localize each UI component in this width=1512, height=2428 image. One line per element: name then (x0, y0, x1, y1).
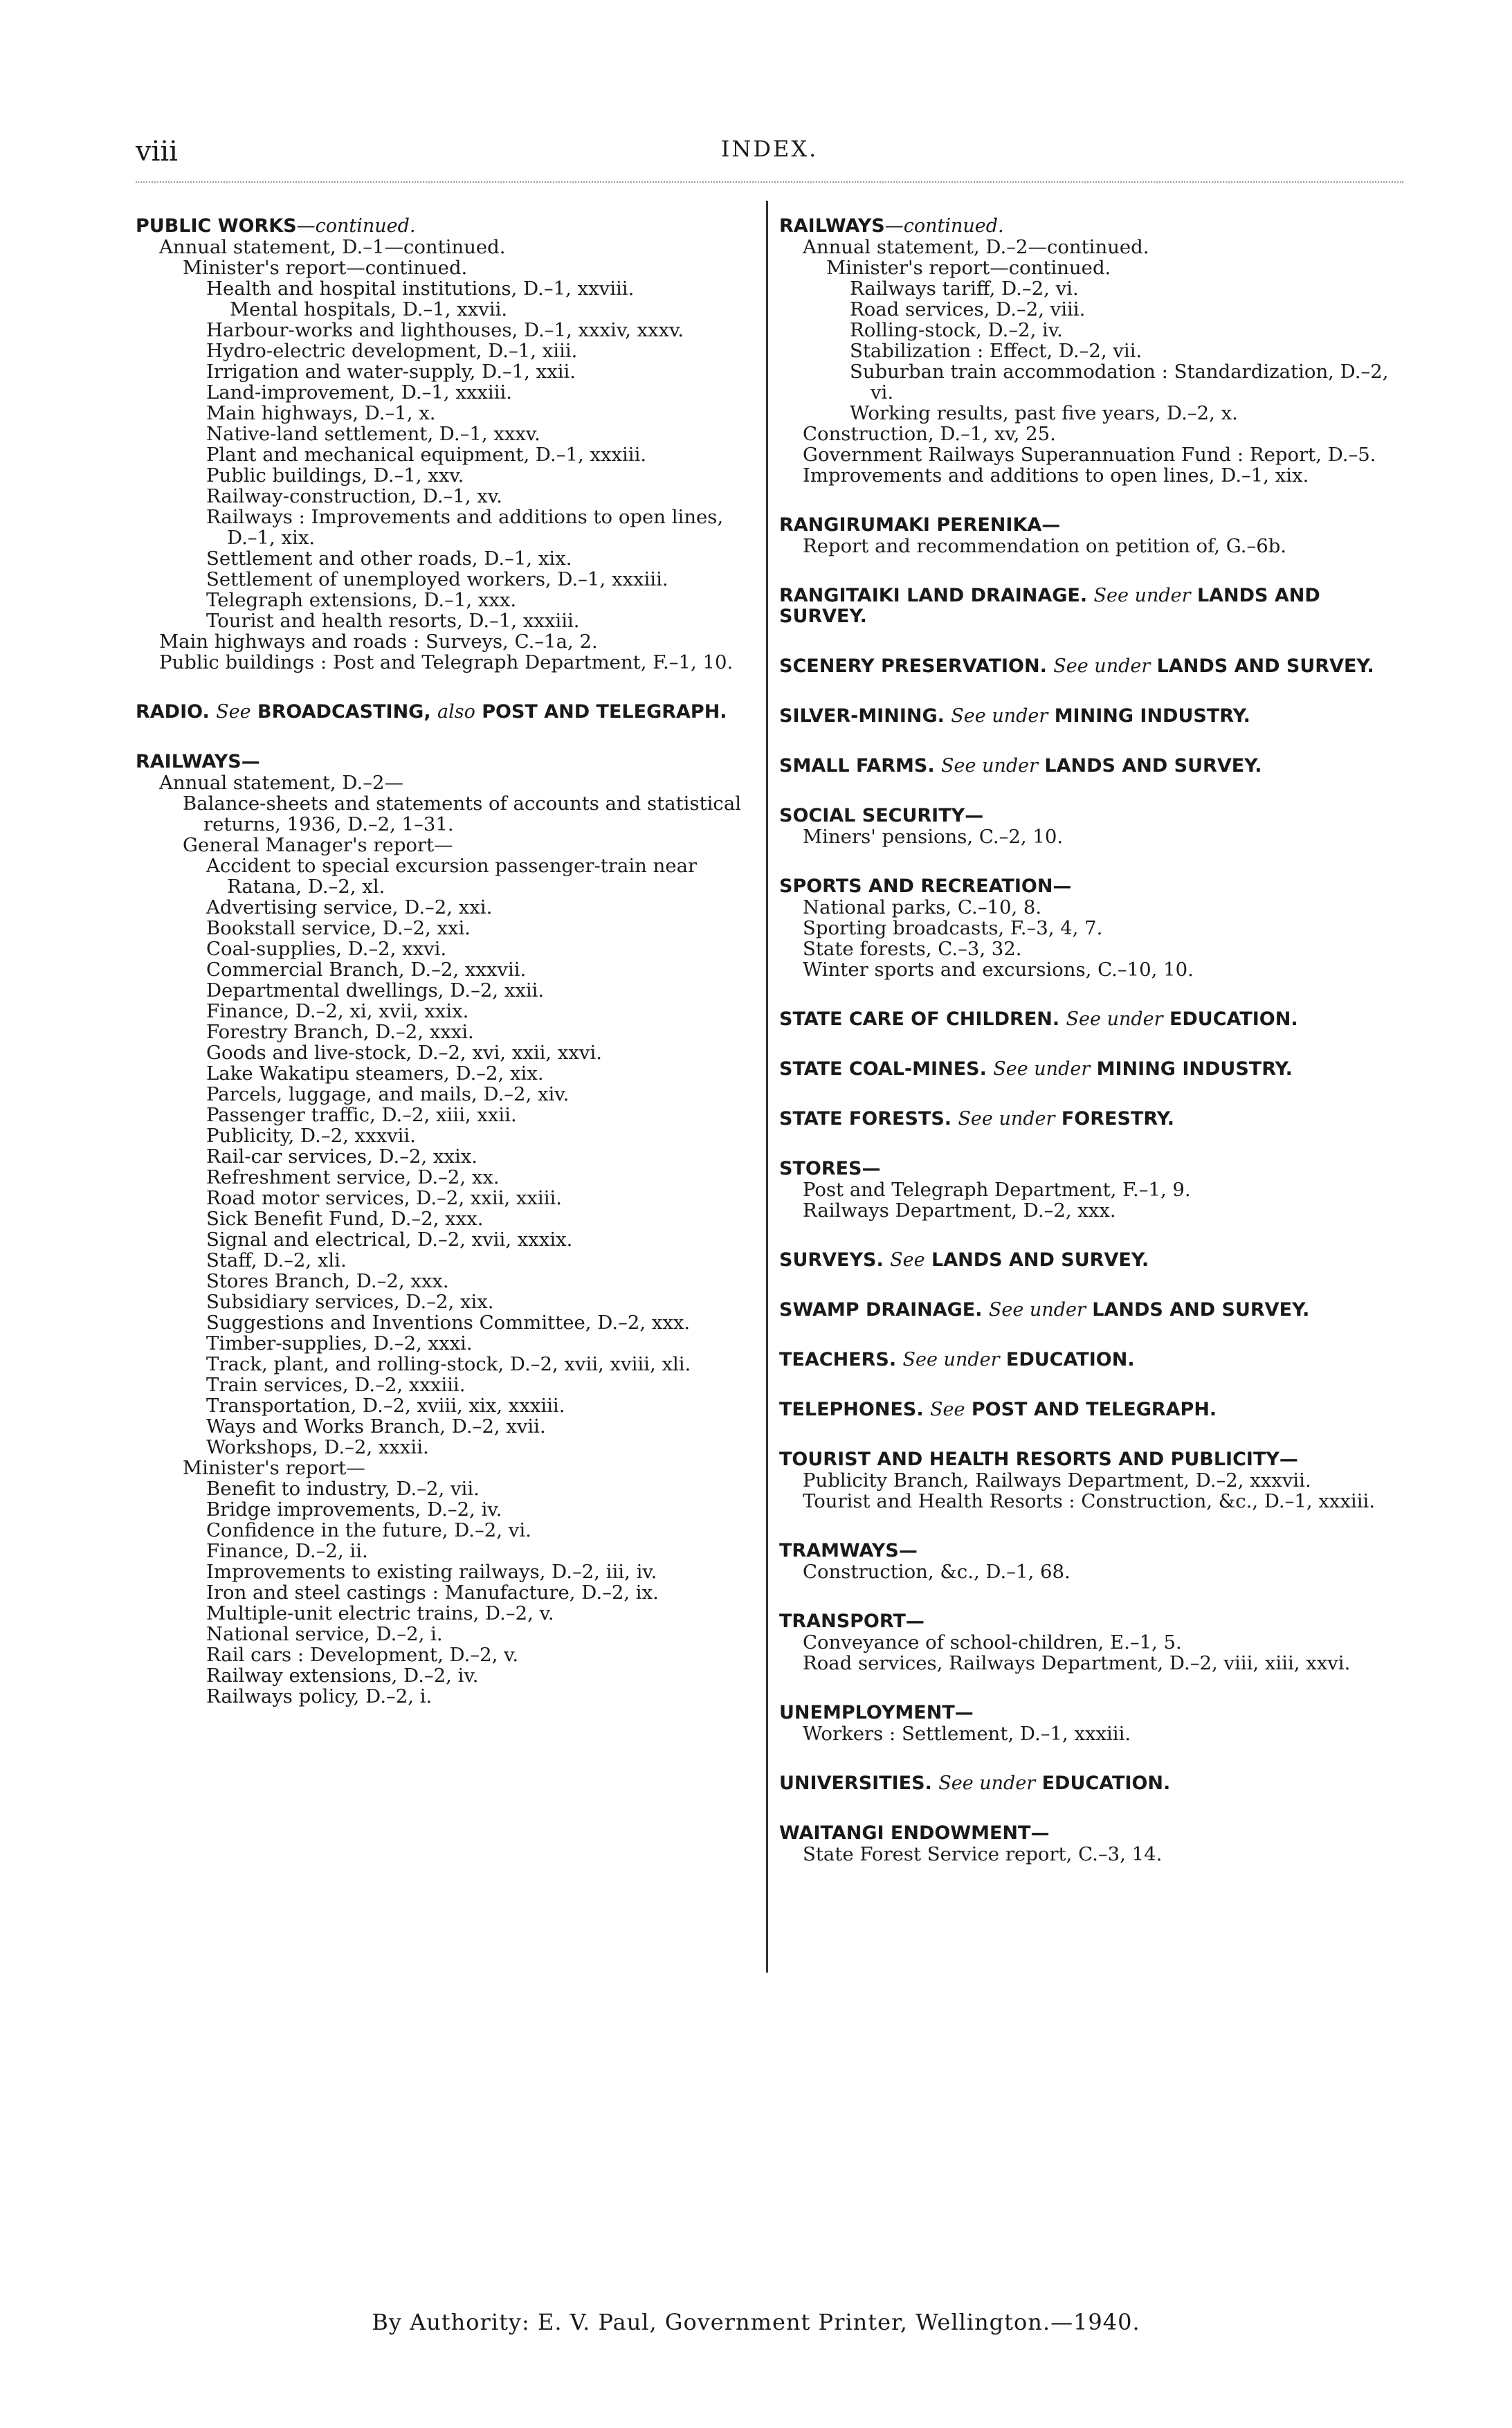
section-heading: TEACHERS. See under EDUCATION. (779, 1349, 1135, 1370)
index-entry: Winter sports and excursions, C.–10, 10. (803, 959, 1194, 981)
railways-entries (136, 772, 752, 1707)
index-entry: Passenger traffic, D.–2, xiii, xxii. (206, 1104, 517, 1126)
index-entry: Harbour-works and lighthouses, D.–1, xxxiv, xxxv. (206, 319, 684, 341)
index-entry: Finance, D.–2, ii. (206, 1540, 368, 1562)
index-entry: Construction, &c., D.–1, 68. (803, 1561, 1071, 1583)
printer-imprint: By Authority: E. V. Paul, Government Printer, Wellington.—1940. (372, 2309, 1140, 2335)
index-entry: Departmental dwellings, D.–2, xxii. (206, 979, 545, 1002)
index-entry: Railway-construction, D.–1, xv. (206, 485, 502, 507)
index-entry: Rail cars : Development, D.–2, v. (206, 1644, 519, 1666)
index-entry: Settlement and other roads, D.–1, xix. (206, 547, 572, 570)
page-number: viii (136, 136, 178, 167)
index-entry: Minister's report—continued. (183, 257, 468, 279)
section-heading: PUBLIC WORKS—continued. (136, 215, 416, 237)
index-entry: Workers : Settlement, D.–1, xxxiii. (803, 1723, 1131, 1745)
index-entry: Improvements and additions to open lines, D.–1, xix. (803, 464, 1309, 487)
cross-reference: MINING INDUSTRY. (1054, 705, 1250, 727)
index-entry: Road motor services, D.–2, xxii, xxiii. (206, 1187, 563, 1209)
index-entry: General Manager's report— (183, 834, 453, 856)
index-entry: Confidence in the future, D.–2, vi. (206, 1519, 531, 1541)
index-entry: Sporting broadcasts, F.–3, 4, 7. (803, 917, 1103, 939)
index-entry: Railways policy, D.–2, i. (206, 1685, 432, 1707)
index-entry: Railways Department, D.–2, xxx. (803, 1199, 1116, 1222)
index-entry: Train services, D.–2, xxxiii. (206, 1374, 466, 1396)
index-entry: Multiple-unit electric trains, D.–2, v. (206, 1602, 554, 1624)
see-reference: See under (988, 1299, 1086, 1321)
index-entry: Rail-car services, D.–2, xxix. (206, 1145, 478, 1168)
index-entry: Railways : Improvements and additions to open lines, D.–1, xix. (206, 506, 724, 549)
see-reference: See under (938, 1773, 1036, 1794)
index-entry: Public buildings : Post and Telegraph Department, F.–1, 10. (159, 651, 734, 673)
index-sections (779, 486, 1405, 1865)
section-heading: STATE COAL-MINES. See under MINING INDUSTRY. (779, 1058, 1293, 1080)
index-entry: State Forest Service report, C.–3, 14. (803, 1843, 1163, 1865)
index-entry: Rolling-stock, D.–2, iv. (850, 319, 1063, 341)
index-entry: Minister's report—continued. (826, 257, 1111, 279)
index-entry: Parcels, luggage, and mails, D.–2, xiv. (206, 1083, 570, 1105)
section-heading: RADIO. See BROADCASTING, also POST AND TELEGRAPH. (136, 701, 727, 723)
index-entry: Land-improvement, D.–1, xxxiii. (206, 381, 513, 404)
index-entry: Tourist and Health Resorts : Construction, &c., D.–1, xxxiii. (803, 1490, 1376, 1512)
index-entry: Railway extensions, D.–2, iv. (206, 1665, 479, 1687)
see-reference: See under (1066, 1008, 1163, 1030)
section-heading: RAILWAYS—continued. (779, 215, 1004, 237)
index-entry: Public buildings, D.–1, xxv. (206, 464, 464, 487)
left-column (136, 216, 752, 1707)
see-reference: See (930, 1399, 965, 1420)
section-heading: SILVER-MINING. See under MINING INDUSTRY. (779, 705, 1250, 727)
index-entry: Tourist and health resorts, D.–1, xxxiii. (206, 610, 580, 632)
section-heading: TRANSPORT— (779, 1611, 924, 1632)
index-entry: Workshops, D.–2, xxxii. (206, 1436, 429, 1458)
section-heading: WAITANGI ENDOWMENT— (779, 1822, 1050, 1844)
see-reference: See under (902, 1349, 1000, 1370)
index-entry: Mental hospitals, D.–1, xxvii. (230, 298, 508, 320)
cross-reference: EDUCATION. (1169, 1008, 1298, 1030)
cross-reference: FORESTRY. (1061, 1108, 1174, 1130)
index-entry: Hydro-electric development, D.–1, xiii. (206, 340, 578, 362)
see-reference: See under (958, 1108, 1055, 1130)
cross-reference: LANDS AND SURVEY. (931, 1249, 1149, 1271)
index-entry: Accident to special excursion passenger-train near Ratana, D.–2, xl. (206, 855, 698, 898)
index-entry: Timber-supplies, D.–2, xxxi. (206, 1332, 473, 1355)
see-reference: See under (993, 1058, 1091, 1080)
index-entry: National parks, C.–10, 8. (803, 896, 1042, 918)
index-entry: Improvements to existing railways, D.–2, iii, iv. (206, 1561, 657, 1583)
section-heading: RANGIRUMAKI PERENIKA— (779, 514, 1061, 536)
index-entry: Stores Branch, D.–2, xxx. (206, 1270, 449, 1292)
section-heading: STATE FORESTS. See under FORESTRY. (779, 1108, 1174, 1130)
index-entry: Suburban train accommodation : Standardization, D.–2, vi. (850, 361, 1389, 404)
index-entry: National service, D.–2, i. (206, 1623, 443, 1645)
index-entry: Railways tariff, D.–2, vi. (850, 278, 1079, 300)
index-entry: Coal-supplies, D.–2, xxvi. (206, 938, 447, 960)
section-heading: SURVEYS. See LANDS AND SURVEY. (779, 1249, 1149, 1271)
cross-reference: EDUCATION. (1005, 1349, 1135, 1370)
see-reference: See under (1093, 585, 1191, 606)
index-entry: Suggestions and Inventions Committee, D.–2, xxx. (206, 1312, 691, 1334)
index-entry: Sick Benefit Fund, D.–2, xxx. (206, 1208, 484, 1230)
index-entry: Irrigation and water-supply, D.–1, xxii. (206, 361, 576, 383)
index-entry: Report and recommendation on petition of, G.–6b. (803, 535, 1287, 557)
index-entry: Annual statement, D.–2— (159, 772, 403, 794)
index-entry: Bookstall service, D.–2, xxi. (206, 917, 471, 939)
index-entry: Settlement of unemployed workers, D.–1, xxxiii. (206, 568, 668, 590)
index-entry: Road services, D.–2, viii. (850, 298, 1086, 320)
index-entry: Bridge improvements, D.–2, iv. (206, 1498, 502, 1521)
see-reference: See under (1053, 655, 1151, 677)
index-entry: Forestry Branch, D.–2, xxxi. (206, 1021, 474, 1043)
section-heading: STORES— (779, 1158, 881, 1179)
index-entry: Minister's report— (183, 1457, 365, 1479)
index-entry: Transportation, D.–2, xviii, xix, xxxiii. (206, 1395, 565, 1417)
section-heading: RANGITAIKI LAND DRAINAGE. See under LANDS AND SURVEY. (779, 585, 1320, 627)
index-entry: Post and Telegraph Department, F.–1, 9. (803, 1179, 1191, 1201)
index-entry: Benefit to industry, D.–2, vii. (206, 1478, 480, 1500)
index-entry: Main highways, D.–1, x. (206, 402, 436, 424)
cross-reference: LANDS AND SURVEY. (1044, 755, 1262, 777)
index-entry: Telegraph extensions, D.–1, xxx. (206, 589, 517, 611)
index-entry: Track, plant, and rolling-stock, D.–2, xvii, xviii, xli. (206, 1353, 691, 1375)
index-entry: Balance-sheets and statements of accounts and statistical returns, 1936, D.–2, 1–31. (183, 792, 742, 835)
cross-reference: MINING INDUSTRY. (1096, 1058, 1293, 1080)
index-entry: Iron and steel castings : Manufacture, D.–2, ix. (206, 1582, 659, 1604)
see-reference: See under (941, 755, 1039, 777)
cross-reference: POST AND TELEGRAPH. (971, 1399, 1217, 1420)
section-heading: UNEMPLOYMENT— (779, 1702, 974, 1723)
index-entry: Government Railways Superannuation Fund : Report, D.–5. (803, 444, 1376, 466)
index-entry: Road services, Railways Department, D.–2, viii, xiii, xxvi. (803, 1652, 1351, 1674)
index-entry: Refreshment service, D.–2, xx. (206, 1166, 500, 1188)
index-entry: Main highways and roads : Surveys, C.–1a, 2. (159, 631, 598, 653)
index-entry: Working results, past five years, D.–2, x. (850, 402, 1238, 424)
section-heading: UNIVERSITIES. See under EDUCATION. (779, 1773, 1171, 1794)
index-entry: Stabilization : Effect, D.–2, vii. (850, 340, 1142, 362)
page-header (136, 136, 1403, 177)
section-heading: SMALL FARMS. See under LANDS AND SURVEY. (779, 755, 1262, 777)
cross-reference: LANDS AND SURVEY. (779, 585, 1320, 627)
section-heading: TRAMWAYS— (779, 1540, 918, 1561)
index-entry: Conveyance of school-children, E.–1, 5. (803, 1631, 1182, 1654)
index-entry: Annual statement, D.–1—continued. (159, 236, 506, 258)
index-entry: Subsidiary services, D.–2, xix. (206, 1291, 494, 1313)
index-entry: Health and hospital institutions, D.–1, xxviii. (206, 278, 635, 300)
index-entry: Native-land settlement, D.–1, xxxv. (206, 423, 540, 445)
section-heading: STATE CARE OF CHILDREN. See under EDUCATION. (779, 1008, 1298, 1030)
cross-reference: LANDS AND SURVEY. (1092, 1299, 1310, 1321)
index-entry: State forests, C.–3, 32. (803, 938, 1022, 960)
section-heading: SWAMP DRAINAGE. See under LANDS AND SURVEY. (779, 1299, 1310, 1321)
index-entry: Construction, D.–1, xv, 25. (803, 423, 1056, 445)
section-heading: TELEPHONES. See POST AND TELEGRAPH. (779, 1399, 1217, 1420)
column-divider (766, 201, 768, 1973)
right-column (779, 216, 1405, 1865)
railways-continued-entries (779, 237, 1405, 486)
index-entry: Commercial Branch, D.–2, xxxvii. (206, 959, 527, 981)
index-entry: Advertising service, D.–2, xxi. (206, 896, 493, 918)
index-entry: Finance, D.–2, xi, xvii, xxix. (206, 1000, 469, 1022)
public-works-entries (136, 237, 752, 673)
cross-reference: EDUCATION. (1041, 1773, 1171, 1794)
index-entry: Signal and electrical, D.–2, xvii, xxxix. (206, 1229, 573, 1251)
index-entry: Ways and Works Branch, D.–2, xvii. (206, 1415, 546, 1438)
index-entry: Staff, D.–2, xli. (206, 1249, 347, 1271)
index-entry: Annual statement, D.–2—continued. (803, 236, 1149, 258)
index-entry: Publicity Branch, Railways Department, D.–2, xxxvii. (803, 1469, 1311, 1492)
section-heading: SCENERY PRESERVATION. See under LANDS AND SURVEY. (779, 655, 1374, 677)
section-heading: SOCIAL SECURITY— (779, 805, 984, 826)
cross-reference: LANDS AND SURVEY. (1156, 655, 1374, 677)
header-rule (136, 181, 1403, 183)
index-entry: Plant and mechanical equipment, D.–1, xxxiii. (206, 444, 647, 466)
index-entry: Goods and live-stock, D.–2, xvi, xxii, xxvi. (206, 1042, 602, 1064)
index-entry: Miners' pensions, C.–2, 10. (803, 826, 1064, 848)
see-reference: See under (951, 705, 1048, 727)
section-heading: RAILWAYS— (136, 751, 260, 772)
section-heading: SPORTS AND RECREATION— (779, 876, 1072, 897)
see-reference: See (890, 1249, 925, 1271)
section-heading: TOURIST AND HEALTH RESORTS AND PUBLICITY— (779, 1449, 1298, 1470)
index-entry: Publicity, D.–2, xxxvii. (206, 1125, 416, 1147)
page-title: INDEX. (720, 136, 819, 162)
index-entry: Lake Wakatipu steamers, D.–2, xix. (206, 1062, 544, 1085)
